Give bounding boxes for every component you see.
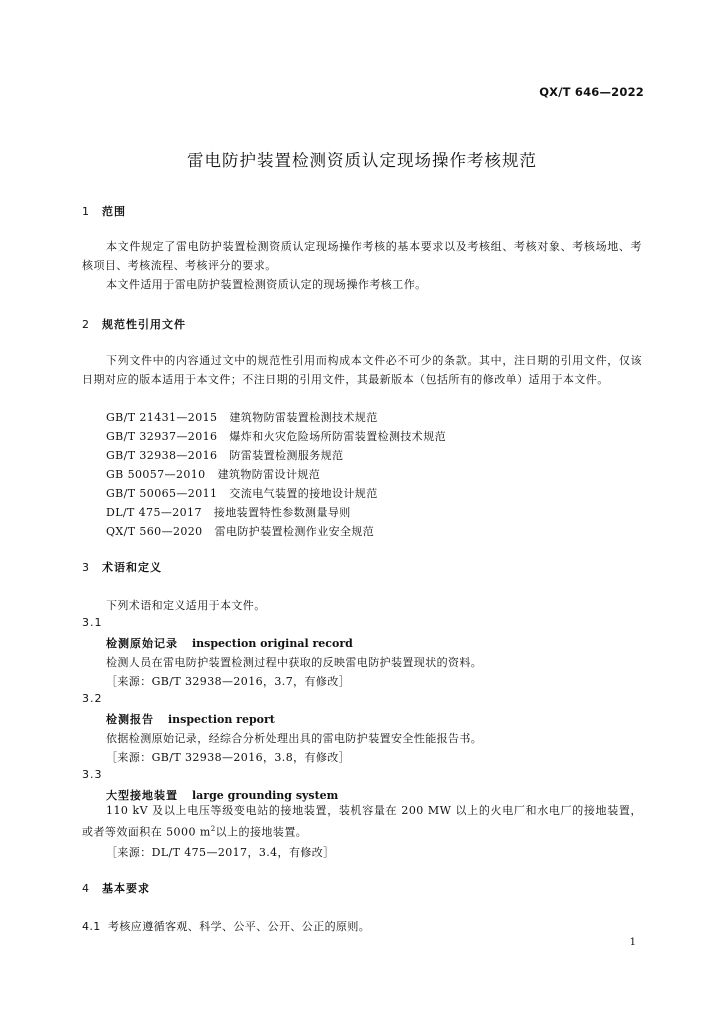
reference-title: 雷电防护装置检测作业安全规范 [214, 525, 375, 538]
term-heading [106, 711, 275, 727]
document-title: 雷电防护装置检测资质认定现场操作考核规范 [187, 151, 537, 170]
term-number: 3.3 [82, 768, 103, 781]
section-number: 2 [82, 318, 90, 331]
term-zh: 大型接地装置 [106, 789, 178, 802]
reference-item [106, 466, 320, 482]
reference-item [106, 447, 343, 463]
reference-code: GB/T 32938—2016 [106, 449, 218, 462]
clause-text: 考核应遵循客观、科学、公平、公开、公正的原则。 [108, 920, 371, 933]
term-en: large grounding system [192, 789, 339, 802]
reference-code: DL/T 475—2017 [106, 506, 202, 519]
section-title: 范围 [102, 205, 126, 218]
term-en: inspection report [168, 713, 275, 726]
section-title: 术语和定义 [102, 561, 162, 574]
reference-code: GB 50057—2010 [106, 468, 206, 481]
term-source: ［来源：DL/T 475—2017，3.4，有修改］ [106, 846, 335, 859]
section-title: 基本要求 [102, 882, 150, 895]
reference-code: GB/T 21431—2015 [106, 411, 218, 424]
reference-item [106, 485, 378, 501]
clause-4-1 [82, 918, 370, 934]
term-definition: 依据检测原始记录，经综合分析处理出具的雷电防护装置安全性能报告书。 [106, 732, 483, 745]
reference-title: 爆炸和火灾危险场所防雷装置检测技术规范 [229, 430, 447, 443]
reference-code: GB/T 32937—2016 [106, 430, 218, 443]
term-heading [106, 635, 353, 651]
page-number: 1 [629, 937, 636, 948]
term-source: ［来源：GB/T 32938—2016，3.7，有修改］ [106, 675, 351, 688]
terms-intro: 下列术语和定义适用于本文件。 [106, 599, 266, 612]
reference-title: 防雷装置检测服务规范 [229, 449, 344, 462]
reference-code: GB/T 50065—2011 [106, 487, 218, 500]
scope-paragraph-2: 本文件适用于雷电防护装置检测资质认定的现场操作考核工作。 [106, 278, 427, 291]
reference-title: 接地装置特性参数测量导则 [213, 506, 351, 519]
term-number: 3.1 [82, 616, 103, 629]
section-number: 4 [82, 882, 90, 895]
reference-item [106, 428, 446, 444]
scope-paragraph-1: 本文件规定了雷电防护装置检测资质认定现场操作考核的基本要求以及考核组、考核对象、考核场地、考核项目、考核流程、考核评分的要求。 [82, 240, 642, 272]
reference-title: 建筑物防雷设计规范 [217, 468, 321, 481]
section-heading-3 [82, 559, 162, 575]
term-en: inspection original record [192, 637, 353, 650]
section-number: 3 [82, 561, 90, 574]
reference-item [106, 504, 351, 520]
reference-code: QX/T 560—2020 [106, 525, 203, 538]
section-heading-1 [82, 203, 126, 219]
clause-number: 4.1 [82, 920, 101, 933]
reference-title: 交流电气装置的接地设计规范 [229, 487, 378, 500]
term-definition: 检测人员在雷电防护装置检测过程中获取的反映雷电防护装置现状的资料。 [106, 656, 483, 669]
reference-item [106, 523, 374, 539]
reference-item [106, 409, 378, 425]
term-zh: 检测原始记录 [106, 637, 178, 650]
term-source: ［来源：GB/T 32938—2016，3.8，有修改］ [106, 751, 351, 764]
section-number: 1 [82, 205, 90, 218]
term-zh: 检测报告 [106, 713, 154, 726]
section-heading-2 [82, 316, 186, 332]
section-title: 规范性引用文件 [102, 318, 186, 331]
term-number: 3.2 [82, 692, 103, 705]
standard-number: QX/T 646—2022 [539, 85, 644, 99]
section-heading-4 [82, 880, 150, 896]
references-intro: 下列文件中的内容通过文中的规范性引用而构成本文件必不可少的条款。其中，注日期的引用文件，仅该日期对应的版本适用于本文件；不注日期的引用文件，其最新版本（包括所有的修改单）适用于本文件。 [82, 354, 642, 386]
reference-title: 建筑物防雷装置检测技术规范 [229, 411, 378, 424]
term-definition: 110 kV 及以上电压等级变电站的接地装置，装机容量在 200 MW 以上的火电厂和水电厂的接地装置，或者等效面积在 5000 $m^2$以上的接地装置。 [82, 804, 642, 839]
